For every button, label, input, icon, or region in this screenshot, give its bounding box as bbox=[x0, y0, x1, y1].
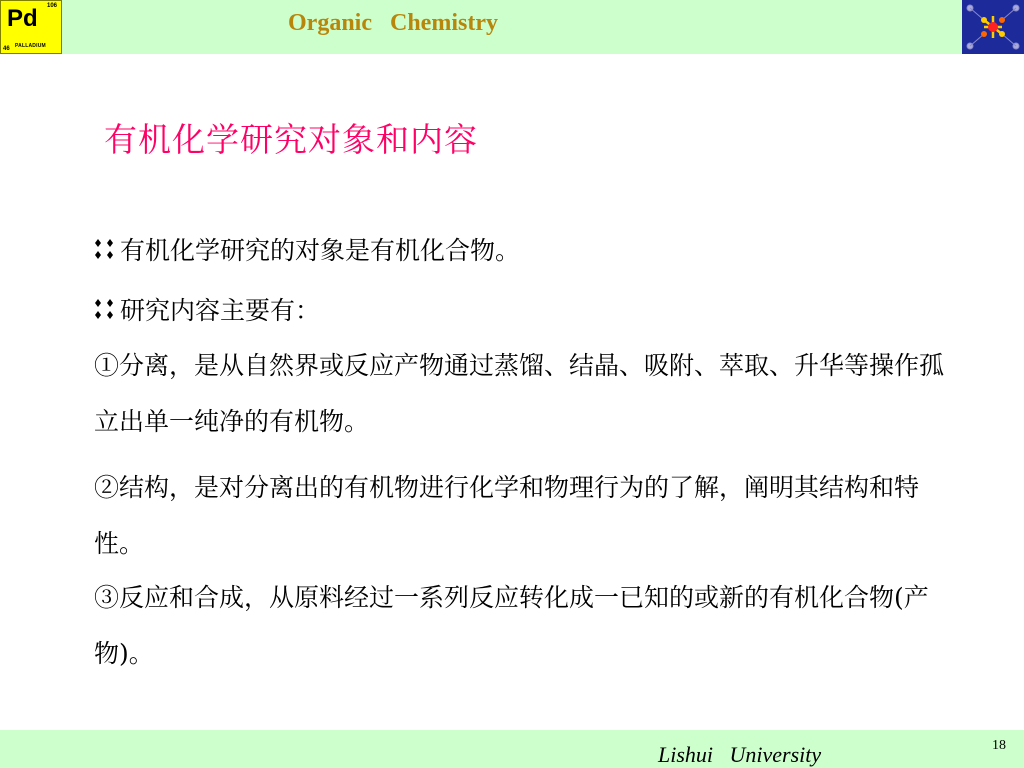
item-structure: ②结构，是对分离出的有机物进行化学和物理行为的了解，阐明其结构和特性。 bbox=[94, 473, 920, 558]
logo-atomic-number: 46 bbox=[3, 46, 10, 52]
slide-title: 有机化学研究对象和内容 bbox=[104, 120, 478, 159]
header-band bbox=[0, 0, 1024, 54]
bullet-text: 有机化学研究的对象是有机化合物。 bbox=[120, 236, 521, 265]
logo-element-name: PALLADIUM bbox=[15, 43, 46, 49]
diamond-bullet-icon bbox=[90, 298, 118, 320]
molecule-graphic bbox=[962, 0, 1024, 54]
footer-band bbox=[0, 730, 1024, 768]
molecule-icon bbox=[962, 0, 1024, 54]
page-number: 18 bbox=[992, 738, 1006, 753]
palladium-logo bbox=[0, 0, 62, 54]
item-reaction-synthesis: ③反应和合成，从原料经过一系列反应转化成一已知的或新的有机化合物(产物)。 bbox=[94, 583, 929, 668]
item-separation: ①分离，是从自然界或反应产物通过蒸馏、结晶、吸附、萃取、升华等操作孤立出单一纯净的有机物。 bbox=[94, 351, 945, 436]
logo-atomic-mass: 106 bbox=[46, 3, 57, 9]
university-name: Lishui University bbox=[658, 742, 822, 767]
bullet-research-object bbox=[90, 231, 520, 267]
course-title: Organic Chemistry bbox=[288, 10, 498, 36]
bullet-research-content bbox=[90, 291, 320, 327]
diamond-bullet-icon bbox=[90, 238, 118, 260]
bullet-text: 研究内容主要有： bbox=[120, 296, 321, 325]
logo-element-symbol: Pd bbox=[7, 5, 38, 32]
